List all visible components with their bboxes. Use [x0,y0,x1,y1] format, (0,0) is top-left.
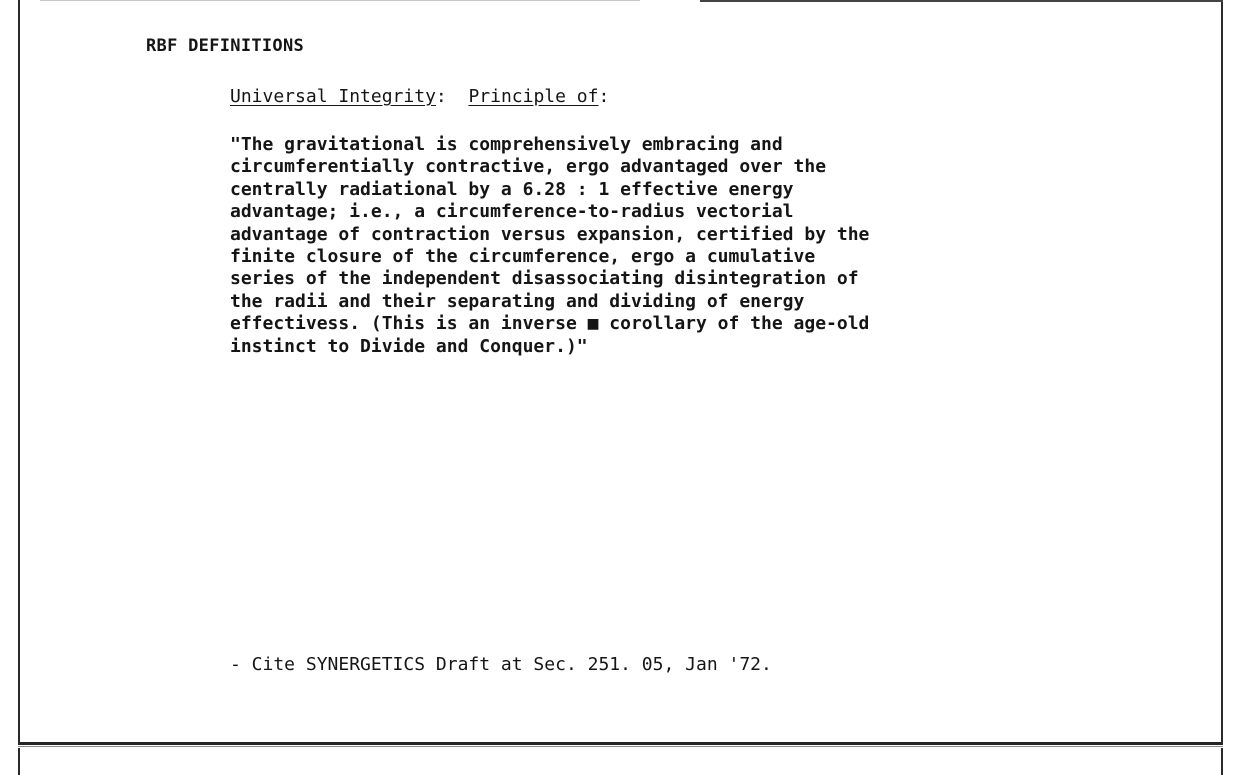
quote-line: advantage of contraction versus expansion, certified by the [230,223,870,245]
definition-card [18,0,1223,745]
next-card-right-edge [1221,748,1223,775]
card-bottom-edge [18,746,1223,747]
quote-line: "The gravitational is comprehensively embracing and [230,134,783,155]
definition-term [230,86,609,107]
quote-line: centrally radiational by a 6.28 : 1 effective energy [230,178,794,200]
definition-quote [230,134,1130,358]
term-name: Universal Integrity [230,86,436,107]
term-qualifier-separator: : [598,86,610,107]
quote-line: advantage; i.e., a circumference-to-radius vectorial [230,201,794,223]
card-heading: RBF DEFINITIONS [146,36,305,56]
term-qualifier: Principle of [468,86,599,107]
quote-line: circumferentially contractive, ergo advantaged over the [230,156,827,178]
term-separator: : [435,86,447,107]
quote-line: the radii and their separating and dividing of energy [230,290,805,312]
card-top-edge-faint [40,0,640,1]
quote-line: finite closure of the circumference, ergo a cumulative [230,246,816,268]
quote-line: series of the independent disassociating disintegration of [230,268,859,290]
quote-line: effectivess. (This is an inverse ■ corollary of the age-old [230,313,870,335]
citation: - Cite SYNERGETICS Draft at Sec. 251. 05, Jan '72. [230,654,772,675]
next-card-left-edge [18,748,20,775]
quote-line: instinct to Divide and Conquer.)" [230,335,588,357]
card-top-edge [700,0,1223,2]
